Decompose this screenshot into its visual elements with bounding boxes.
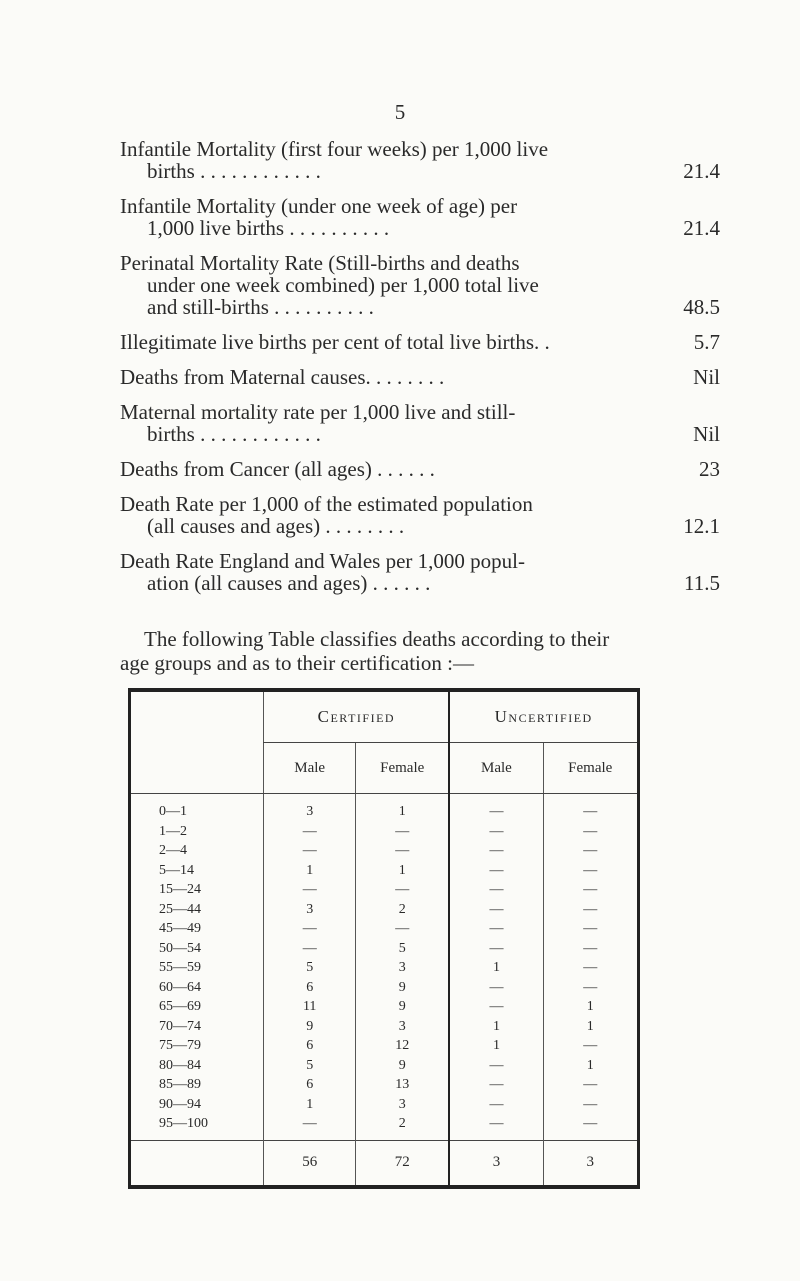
uncertified-male-cell: 1 [449,958,543,978]
totals-label-cell [130,1140,264,1187]
certified-female-cell: — [356,822,450,842]
table-row [130,822,639,842]
age-cell: 2—4 [130,841,264,861]
age-cell: 55—59 [130,958,264,978]
certified-female-cell: 2 [356,900,450,920]
table-row [130,880,639,900]
uncertified-female-cell: — [543,794,639,822]
statistic-row [120,138,720,182]
uncertified-male-cell: — [449,794,543,822]
uncertified-male-header: Male [449,743,543,794]
certified-female-cell: 9 [356,1056,450,1076]
certified-male-cell: 5 [264,1056,356,1076]
total-uncertified-female: 3 [543,1140,639,1187]
statistic-label-line: (all causes and ages) . . . . . . . . [147,514,405,538]
intro-line: age groups and as to their certification :— [120,651,474,675]
certified-male-cell: — [264,1114,356,1140]
statistic-row [120,195,720,239]
certified-header: Certified [264,690,450,743]
table-row [130,919,639,939]
uncertified-male-cell: — [449,900,543,920]
certified-male-cell: — [264,822,356,842]
statistic-value: 11.5 [684,571,720,595]
certified-male-cell: 1 [264,1095,356,1115]
intro-line: The following Table classifies deaths according to their [144,627,610,651]
statistic-label-line: births . . . . . . . . . . . . [147,159,321,183]
certified-male-cell: 3 [264,794,356,822]
table-row [130,900,639,920]
certified-female-cell: — [356,880,450,900]
table-row [130,939,639,959]
uncertified-male-cell: — [449,1075,543,1095]
uncertified-male-cell: — [449,978,543,998]
table-row [130,861,639,881]
uncertified-female-cell: — [543,919,639,939]
uncertified-male-cell: — [449,880,543,900]
uncertified-female-cell: — [543,1075,639,1095]
statistic-row [120,493,720,537]
statistic-value: 12.1 [683,514,720,538]
certified-female-cell: 3 [356,1017,450,1037]
table-intro [120,627,710,675]
certified-male-cell: 5 [264,958,356,978]
certified-female-cell: 9 [356,978,450,998]
totals-row [130,1140,639,1187]
uncertified-female-header: Female [543,743,639,794]
page-number: 5 [394,100,406,124]
statistic-label-line: ation (all causes and ages) . . . . . . [147,571,431,595]
statistic-label-line: and still-births . . . . . . . . . . [147,295,374,319]
total-certified-female: 72 [356,1140,450,1187]
table-row [130,1114,639,1140]
age-cell: 80—84 [130,1056,264,1076]
certified-female-cell: 3 [356,1095,450,1115]
age-cell: 75—79 [130,1036,264,1056]
age-cell: 0—1 [130,794,264,822]
certified-male-cell: — [264,880,356,900]
uncertified-female-cell: — [543,880,639,900]
age-cell: 50—54 [130,939,264,959]
certified-female-cell: — [356,841,450,861]
deaths-by-age-table [128,688,640,1189]
statistic-value: Nil [693,422,720,446]
statistic-label [120,252,614,318]
table-row [130,997,639,1017]
certified-male-cell: — [264,939,356,959]
age-cell: 45—49 [130,919,264,939]
statistic-label-line: Deaths from Cancer (all ages) . . . . . . [120,457,435,481]
statistic-row [120,331,720,353]
certification-table-wrapper [128,688,664,1168]
statistic-label [120,331,614,353]
uncertified-female-cell: — [543,900,639,920]
statistic-value: 21.4 [683,216,720,240]
statistic-row [120,550,720,594]
total-certified-male: 56 [264,1140,356,1187]
uncertified-male-cell: 1 [449,1036,543,1056]
total-uncertified-male: 3 [449,1140,543,1187]
statistic-label-line: Infantile Mortality (under one week of age) per [120,194,518,218]
statistic-label [120,493,614,537]
statistic-value: 48.5 [683,295,720,319]
uncertified-female-cell: — [543,958,639,978]
table-row [130,1036,639,1056]
uncertified-header: Uncertified [449,690,638,743]
age-cell: 60—64 [130,978,264,998]
certified-male-cell: 6 [264,1075,356,1095]
age-cell: 65—69 [130,997,264,1017]
age-cell: 90—94 [130,1095,264,1115]
uncertified-female-cell: — [543,1114,639,1140]
table-row [130,978,639,998]
certified-female-cell: — [356,919,450,939]
age-header-cell [130,690,264,794]
statistic-label-line: Perinatal Mortality Rate (Still-births and deaths [120,251,520,275]
age-cell: 1—2 [130,822,264,842]
certified-male-cell: 9 [264,1017,356,1037]
age-cell: 25—44 [130,900,264,920]
uncertified-female-cell: — [543,1095,639,1115]
age-cell: 15—24 [130,880,264,900]
statistic-row [120,252,720,318]
certified-male-header: Male [264,743,356,794]
certified-female-cell: 5 [356,939,450,959]
uncertified-male-cell: — [449,919,543,939]
certified-male-cell: 1 [264,861,356,881]
age-cell: 70—74 [130,1017,264,1037]
uncertified-male-cell: 1 [449,1017,543,1037]
statistic-row [120,458,720,480]
certified-female-cell: 12 [356,1036,450,1056]
certified-male-cell: 6 [264,1036,356,1056]
statistics-list [120,138,720,607]
uncertified-female-cell: 1 [543,1017,639,1037]
table-row [130,1075,639,1095]
uncertified-male-cell: — [449,1095,543,1115]
statistic-label [120,550,614,594]
certified-female-cell: 1 [356,861,450,881]
uncertified-male-cell: — [449,1056,543,1076]
certified-female-cell: 2 [356,1114,450,1140]
statistic-value: Nil [693,365,720,389]
uncertified-female-cell: — [543,939,639,959]
table-row [130,841,639,861]
statistic-value: 5.7 [693,330,720,354]
statistic-row [120,401,720,445]
uncertified-female-cell: — [543,1036,639,1056]
statistic-value: 21.4 [683,159,720,183]
age-cell: 5—14 [130,861,264,881]
table-row [130,958,639,978]
statistic-label-line: Infantile Mortality (first four weeks) per 1,000 live [120,137,549,161]
statistic-label [120,195,614,239]
uncertified-female-cell: — [543,861,639,881]
uncertified-male-cell: — [449,861,543,881]
statistic-label-line: Maternal mortality rate per 1,000 live and still- [120,400,516,424]
uncertified-male-cell: — [449,1114,543,1140]
certified-female-cell: 9 [356,997,450,1017]
uncertified-male-cell: — [449,841,543,861]
certified-male-cell: — [264,919,356,939]
uncertified-female-cell: — [543,841,639,861]
uncertified-female-cell: — [543,978,639,998]
certified-male-cell: 6 [264,978,356,998]
statistic-label-line: Death Rate per 1,000 of the estimated population [120,492,533,516]
table-row [130,1056,639,1076]
uncertified-male-cell: — [449,997,543,1017]
statistic-label-line: births . . . . . . . . . . . . [147,422,321,446]
statistic-label-line: under one week combined) per 1,000 total live [147,273,539,297]
statistic-label [120,401,614,445]
certified-male-cell: — [264,841,356,861]
table-row [130,1095,639,1115]
uncertified-male-cell: — [449,939,543,959]
statistic-row [120,366,720,388]
statistic-label [120,458,614,480]
certified-male-cell: 3 [264,900,356,920]
uncertified-female-cell: 1 [543,1056,639,1076]
certified-female-cell: 3 [356,958,450,978]
statistic-label [120,138,614,182]
table-body [130,794,639,1141]
certified-male-cell: 11 [264,997,356,1017]
age-cell: 95—100 [130,1114,264,1140]
certified-female-header: Female [356,743,450,794]
uncertified-female-cell: 1 [543,997,639,1017]
table-row [130,794,639,822]
uncertified-female-cell: — [543,822,639,842]
statistic-label-line: Deaths from Maternal causes. . . . . . . . [120,365,445,389]
certified-female-cell: 1 [356,794,450,822]
age-cell: 85—89 [130,1075,264,1095]
statistic-label [120,366,614,388]
table-row [130,1017,639,1037]
statistic-label-line: Illegitimate live births per cent of total live births. . [120,330,550,354]
statistic-label-line: 1,000 live births . . . . . . . . . . [147,216,390,240]
statistic-label-line: Death Rate England and Wales per 1,000 popul- [120,549,525,573]
certified-female-cell: 13 [356,1075,450,1095]
statistic-value: 23 [699,457,720,481]
uncertified-male-cell: — [449,822,543,842]
